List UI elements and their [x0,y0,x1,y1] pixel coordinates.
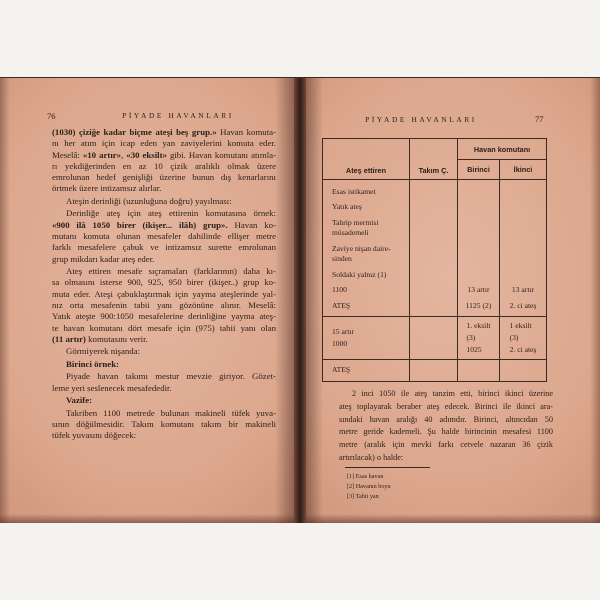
text-segment: sındaki havan aralığı 40 adımdır. Birinci, altıncıdan 50 [339,414,553,424]
text-line [339,426,553,439]
table-cell [458,360,500,382]
text-segment: Takriben 1100 metrede bulunan makineli tüfek yuva- [66,407,276,418]
cell-entry [510,301,537,312]
cell-line: 1. eksilt [466,321,491,330]
table-cell [323,360,410,382]
footnote-divider [345,467,430,468]
text-line [52,359,276,370]
bold-text: «10 artır» [82,149,122,160]
cell-entry [332,244,391,265]
cell-line: 1000 [332,339,348,348]
cell-entry [332,326,354,350]
text-segment: muta eder. Ateşi çabuklaştırmak için yayma ateşlerinde yal- [52,288,276,299]
cell-content [458,317,499,359]
cell-line: 13 artır [467,285,490,294]
cell-line: (3) [509,333,519,342]
table-row [323,360,547,382]
text-line [52,138,276,149]
cell-line: Esas istikamet [332,186,376,196]
text-segment: Görmiyerek nişanda: [66,346,141,357]
bold-text: (11 artır) [52,333,86,344]
text-segment: komutasını verir. [85,333,148,344]
text-segment: Meselâ: [52,149,83,160]
cell-line: sinden [332,254,352,263]
table-cell [500,180,547,317]
running-title: PİYADE HAVANLARI [365,115,477,124]
paragraph [52,208,276,264]
open-book [0,77,600,523]
book-gutter [294,78,306,523]
text-segment: Piyade havan takımı mestur mevzie giriyor. Gözet- [66,371,276,382]
cell-line: ATEŞ [332,365,351,375]
cell-entry [332,270,386,281]
cell-content [500,317,546,359]
text-line [339,388,553,401]
cell-line: 15 artır [332,327,355,336]
text-segment: leme yeri seslenecek mesafededir. [52,382,172,393]
table-cell [458,180,500,317]
left-page [0,78,297,523]
text-line [52,408,276,419]
page-number: 76 [47,111,56,121]
text-segment: metre geride kademeli. Şu halde birincinin mesafesi 1100 [339,427,553,437]
cell-line: 1 eksilt [509,321,532,330]
text-line [52,231,276,242]
table-cell [323,317,410,360]
bold-text: Birinci örnek: [66,358,120,369]
cell-content [410,360,457,381]
column-header-ikinci: İkinci [500,160,547,180]
table-cell [410,180,458,317]
text-segment: artırılacak) o halde: [339,452,404,462]
text-line [339,414,553,427]
text-line [52,183,276,194]
cell-entry [332,218,379,239]
paragraph [52,395,276,406]
bold-text: «900 ilâ 1050 birer (ikişer... ilâh) grup». [52,219,228,230]
cell-content [323,180,409,316]
paragraph [52,346,276,357]
cell-entry [467,285,489,296]
text-segment: sa olmasını isterse 900, 925, 950 birer (ikişer..) grup ko- [52,277,276,288]
cell-line: Zaviye nişan daire- [332,243,391,253]
table-cell [500,317,547,360]
table-cell [323,180,410,317]
column-header-birinci: Birinci [458,160,500,180]
column-header-takim: Takım Ç. [410,139,458,180]
footnote: [3] Tabii yan [347,493,379,500]
cell-entry [512,285,534,296]
table-cell [458,317,500,360]
page-number: 77 [535,114,544,124]
text-segment: rı yekdiğerinden en az 10 çizik aralıklı olmak üzere [52,160,276,171]
text-line [52,266,276,277]
text-line [52,220,276,231]
cell-entry [332,301,350,312]
text-segment: Yatık ateşte 900:1050 mesafelerine derinliğine yayma ateş- [52,311,276,322]
bold-text: «30 eksilt» [126,149,167,160]
text-line [52,395,276,406]
text-segment: metre (aralık için mevki farkı cetvele nazaran 36 çizik [339,440,553,450]
column-header-ates-ettiren: Ateş ettiren [323,139,410,180]
text-segment: gibi. Havan komutanı atımla- [166,149,277,160]
text-line [52,323,276,334]
cell-content [410,180,457,316]
text-segment: Derinliğe ateş için ateş ettirenin komutasına örnek: [66,208,276,219]
text-segment: 2 inci 1050 ile ateş tanzim etti, birinci ikinci üzerine [352,389,553,398]
cell-entry [332,202,362,213]
text-segment: mutanı komuta olunan mesafeler dahilinde ellişer metre [52,231,276,242]
text-segment: grup mikdarı kadar ateş eder. [52,253,155,264]
text-line [52,430,276,441]
text-line [52,419,276,430]
paragraph [52,359,276,370]
text-line [52,242,276,253]
text-segment: farklı mesafelere çabuk ve intizamsız surette emrolunan [52,242,276,253]
text-segment: Havan komuta- [216,127,276,137]
text-segment: Ateşin derinliği (uzunluğuna doğru) yayılması: [66,195,232,206]
text-segment: Havan ko- [227,219,276,230]
cell-line: Soldaki yalnız (1) [332,269,387,279]
text-line [339,452,553,465]
footnote: [1] Esas havan [347,473,384,480]
cell-line: (3) [466,333,476,342]
cell-entry [332,285,347,296]
text-line [52,371,276,382]
cell-entry [466,320,490,356]
fire-command-table [322,138,547,382]
paragraph [339,388,553,465]
cell-line: 1125 (2) [465,300,492,310]
cell-entry [332,187,376,198]
cell-line: 1100 [332,285,347,294]
paragraph [52,127,276,195]
cell-line: 13 artır [511,285,535,294]
text-segment: Ateş ettiren mesafe sıçramaları (farklarının) daha kı- [66,266,276,277]
cell-entry [332,365,350,376]
table-header-row [323,139,547,160]
text-segment: ateş toplayarak beraber ateş edecek. Birinci ile ikinci ara- [339,401,553,411]
text-segment: nız orta mesafenin tabii yanı gözönüne alınır. Meselâ: [52,300,276,311]
text-segment: emrolunan hedef genişliği üzerine bunun dış kenarlarını [52,172,276,183]
cell-line: 1025 [466,345,482,354]
cell-line: 2. ci ateş [509,345,537,354]
cell-content [323,317,409,359]
text-line [52,277,276,288]
text-line [339,439,553,452]
text-segment: nı her atım için icap eden yan zaviyelerini komuta eder. [52,138,276,149]
text-line [52,311,276,322]
cell-line: Tahrip mermisi [332,217,379,227]
bold-text: (1030) çiziğe kadar biçme ateşi beş grup.» [52,127,217,137]
table-cell [410,360,458,382]
text-line [52,196,276,207]
table-row [323,180,547,317]
body-text [52,127,276,442]
paragraph [52,196,276,207]
footnote: [2] Havanın boyu [347,483,391,490]
text-line [52,300,276,311]
cell-content [323,360,409,381]
bold-text: Vazife: [66,395,93,406]
text-segment: te havan komutanı dört mesafe için (975) tabii yanı olan [52,322,276,333]
text-line [52,254,276,265]
text-line [52,383,276,394]
cell-content [458,360,499,381]
text-line [52,334,276,345]
text-line [52,289,276,300]
body-text [339,388,553,465]
cell-line: Yatık ateş [332,202,362,211]
cell-content [500,180,546,316]
text-line [339,401,553,414]
cell-entry [466,301,492,312]
running-title: PİYADE HAVANLARI [122,111,234,120]
text-line [52,172,276,183]
cell-content [458,180,499,316]
cell-content [410,317,457,359]
text-line [52,208,276,219]
table-cell [410,317,458,360]
paragraph [52,371,276,394]
text-line [52,346,276,357]
text-segment: , [121,149,127,160]
cell-line: ATEŞ [332,300,351,310]
text-line [52,127,276,138]
cell-content [500,360,546,381]
text-line [52,150,276,161]
text-segment: tüfek yuvasını döğecek: [52,430,137,441]
footnotes [347,472,391,502]
cell-entry [510,320,537,356]
paragraph [52,266,276,345]
text-segment: sının döğülmesidir. Takım komutanı takım bir makineli [52,418,276,429]
paragraph [52,408,276,442]
text-line [52,161,276,172]
text-segment: örtmek üzere intizamsız alırlar. [52,183,162,194]
table-body [323,180,547,382]
right-page [303,78,600,523]
table-cell [500,360,547,382]
table-row [323,317,547,360]
cell-line: müsademeli [332,228,369,237]
cell-line: 2. ci ateş [509,300,537,310]
column-group-header-havan-komutani: Havan komutanı [458,139,547,160]
